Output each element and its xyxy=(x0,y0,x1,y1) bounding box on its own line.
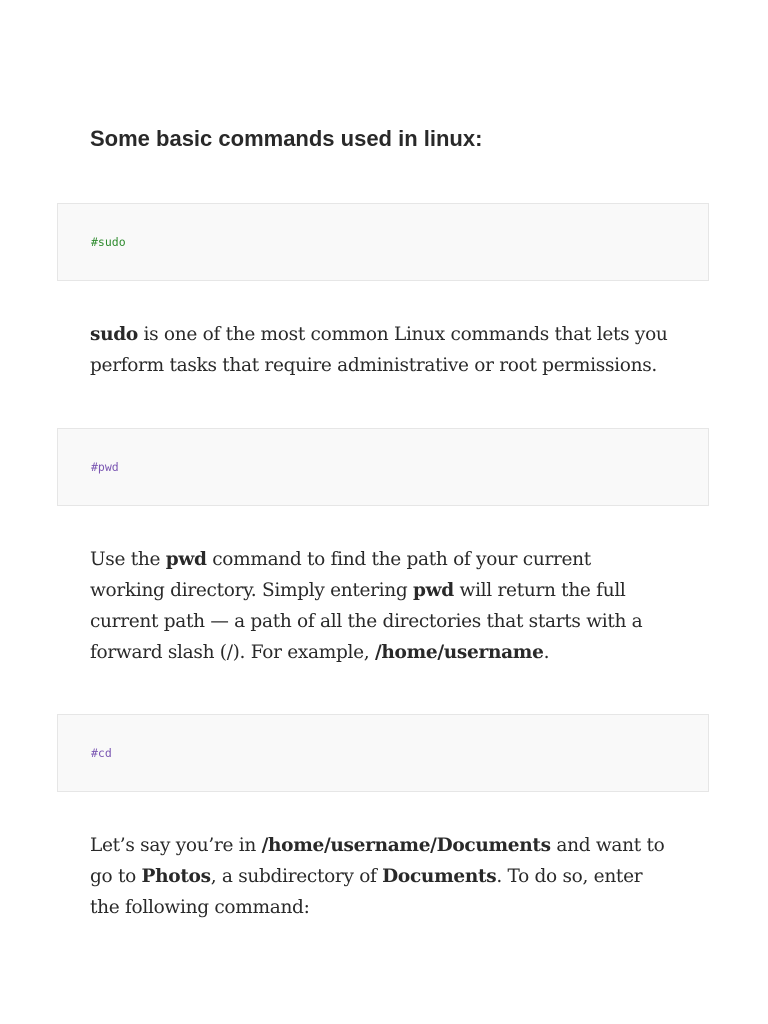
text-pwd-3: will return the full current path — a path of all the directories that starts with a forward slash (/). For example, xyxy=(90,580,643,663)
code-cd: #cd xyxy=(91,746,112,760)
text-pwd-4: . xyxy=(543,642,550,663)
text-sudo-description: is one of the most common Linux commands that lets you perform tasks that require administrative or root permissions. xyxy=(90,324,668,376)
section-heading: Some basic commands used in linux: xyxy=(90,126,483,151)
code-block-pwd xyxy=(57,428,709,506)
paragraph-pwd xyxy=(90,544,670,668)
code-sudo: #sudo xyxy=(91,235,126,249)
code-block-sudo xyxy=(57,203,709,281)
bold-documents-path: /home/username/Documents xyxy=(261,835,551,856)
paragraph-sudo xyxy=(90,319,670,381)
text-cd-2: and want to go to xyxy=(90,835,665,887)
text-cd-4: . To do so, enter the following command: xyxy=(90,866,643,918)
code-pwd: #pwd xyxy=(91,460,119,474)
bold-pwd-1: pwd xyxy=(165,549,207,570)
text-pwd-1: Use the xyxy=(90,549,166,570)
bold-sudo: sudo xyxy=(90,324,138,345)
text-cd-3: , a subdirectory of xyxy=(210,866,383,887)
bold-photos: Photos xyxy=(141,866,211,887)
text-cd-1: Let’s say you’re in xyxy=(90,835,262,856)
bold-home-username: /home/username xyxy=(374,642,544,663)
paragraph-cd xyxy=(90,830,670,923)
text-pwd-2: command to find the path of your current working directory. Simply entering xyxy=(90,549,591,601)
code-block-cd xyxy=(57,714,709,792)
bold-pwd-2: pwd xyxy=(413,580,454,601)
bold-documents: Documents xyxy=(382,866,497,887)
